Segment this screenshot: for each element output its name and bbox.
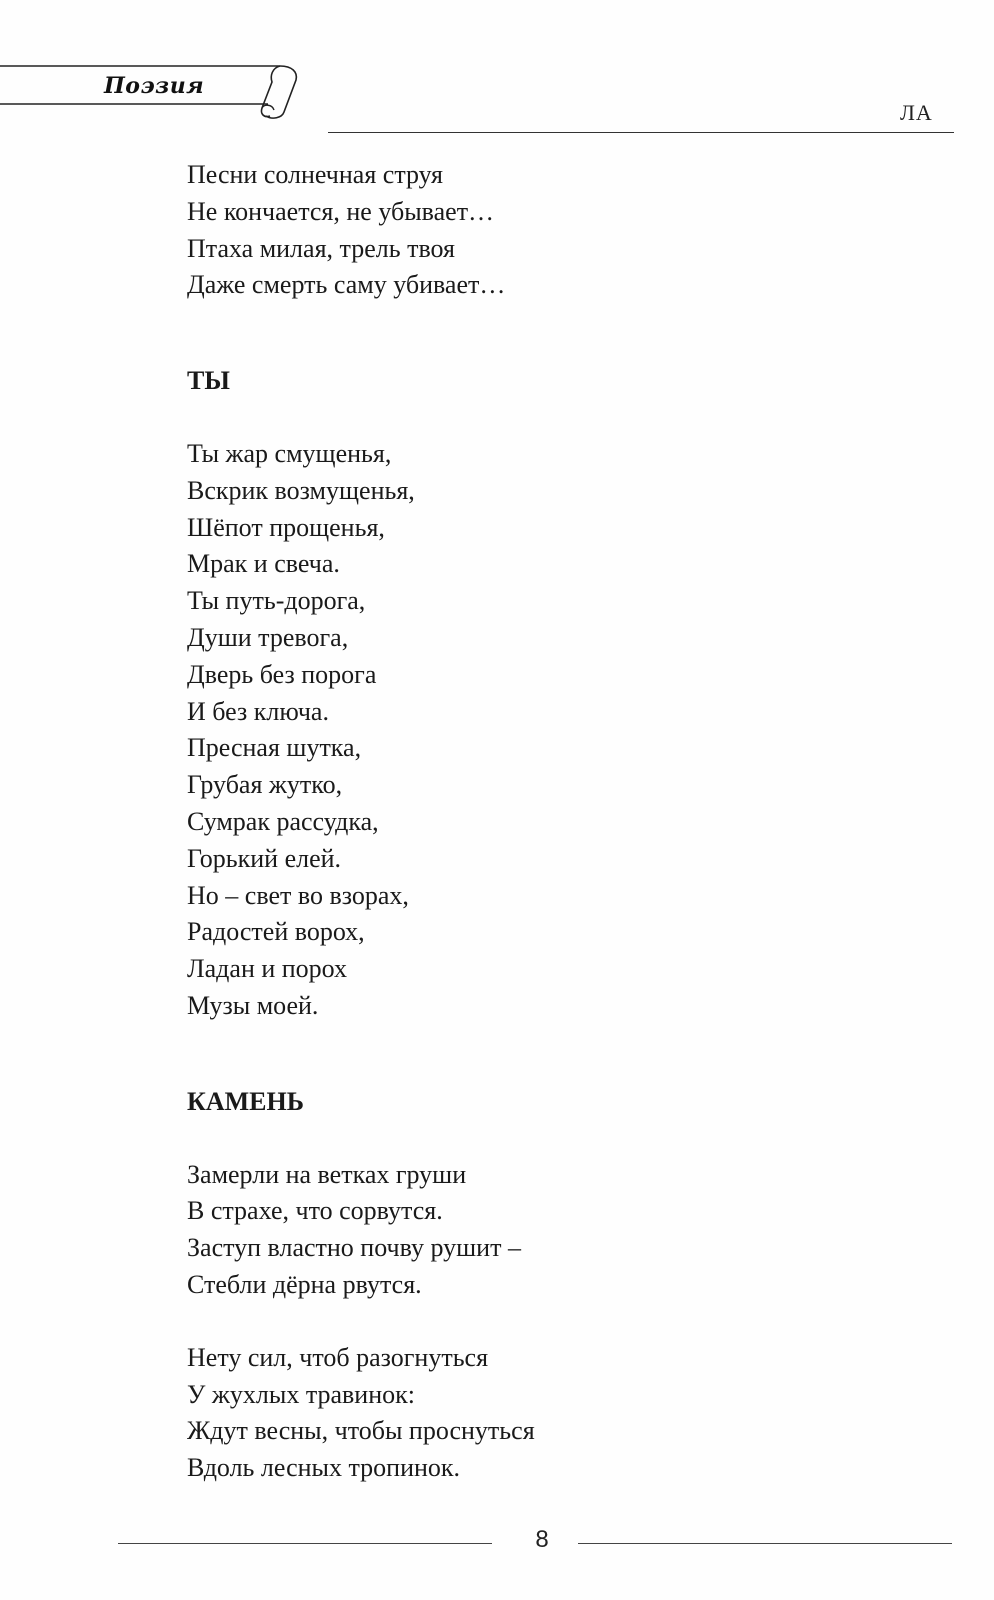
poem-line: Даже смерть саму убивает… bbox=[187, 270, 506, 300]
poem-line: Горький елей. bbox=[187, 843, 342, 873]
poem-line: Грубая жутко, bbox=[187, 770, 343, 800]
poem-line: Радостей ворох, bbox=[187, 917, 365, 947]
poem-line: Вдоль лесных тропинок. bbox=[187, 1453, 461, 1483]
poem-line: Ждут весны, чтобы проснуться bbox=[187, 1416, 535, 1446]
header-rule bbox=[328, 132, 954, 133]
poem-line: Песни солнечная струя bbox=[187, 160, 443, 189]
intro-stanza bbox=[187, 157, 887, 304]
poem-title-kamen: КАМЕНЬ bbox=[187, 1086, 304, 1116]
poem-line: Души тревога, bbox=[187, 622, 349, 652]
poem-line: Стебли дёрна рвутся. bbox=[187, 1269, 422, 1299]
footer-rule-left bbox=[118, 1543, 492, 1544]
poem-line: У жухлых травинок: bbox=[187, 1379, 415, 1409]
poem-line: Мрак и свеча. bbox=[187, 549, 340, 579]
poem-line: Пресная шутка, bbox=[187, 733, 362, 763]
poem-line: В страхе, что сорвутся. bbox=[187, 1196, 443, 1226]
poem-ty-body bbox=[187, 436, 887, 1025]
poem-line: Нету сил, чтоб разогнуться bbox=[187, 1342, 489, 1372]
poem-line: Музы моей. bbox=[187, 990, 319, 1020]
poem-line: Дверь без порога bbox=[187, 659, 377, 689]
poem-title-ty: ТЫ bbox=[187, 366, 230, 396]
poem-line: И без ключа. bbox=[187, 696, 329, 726]
poem-line: Шёпот прощенья, bbox=[187, 512, 385, 542]
poem-line: Не кончается, не убывает… bbox=[187, 196, 495, 226]
poem-line: Сумрак рассудка, bbox=[187, 806, 379, 836]
poem-line: Вскрик возмущенья, bbox=[187, 475, 415, 505]
poem-line: Но – свет во взорах, bbox=[187, 880, 409, 910]
running-head: ЛА bbox=[900, 100, 933, 125]
poem-line: Ты жар смущенья, bbox=[187, 438, 392, 468]
footer-rule-right bbox=[578, 1543, 952, 1544]
section-label: Поэзия bbox=[104, 73, 205, 99]
page-content bbox=[187, 157, 887, 1487]
poem-line: Ты путь-дорога, bbox=[187, 586, 366, 616]
section-tab bbox=[0, 64, 300, 120]
page-number: 8 bbox=[535, 1526, 549, 1553]
poem-line: Птаха милая, трель твоя bbox=[187, 233, 456, 263]
poem-kamen-stanza-1 bbox=[187, 1157, 887, 1304]
poem-kamen-stanza-2 bbox=[187, 1340, 887, 1487]
poem-line: Заступ властно почву рушит – bbox=[187, 1233, 521, 1263]
poem-line: Замерли на ветках груши bbox=[187, 1159, 467, 1189]
poem-line: Ладан и порох bbox=[187, 954, 348, 984]
